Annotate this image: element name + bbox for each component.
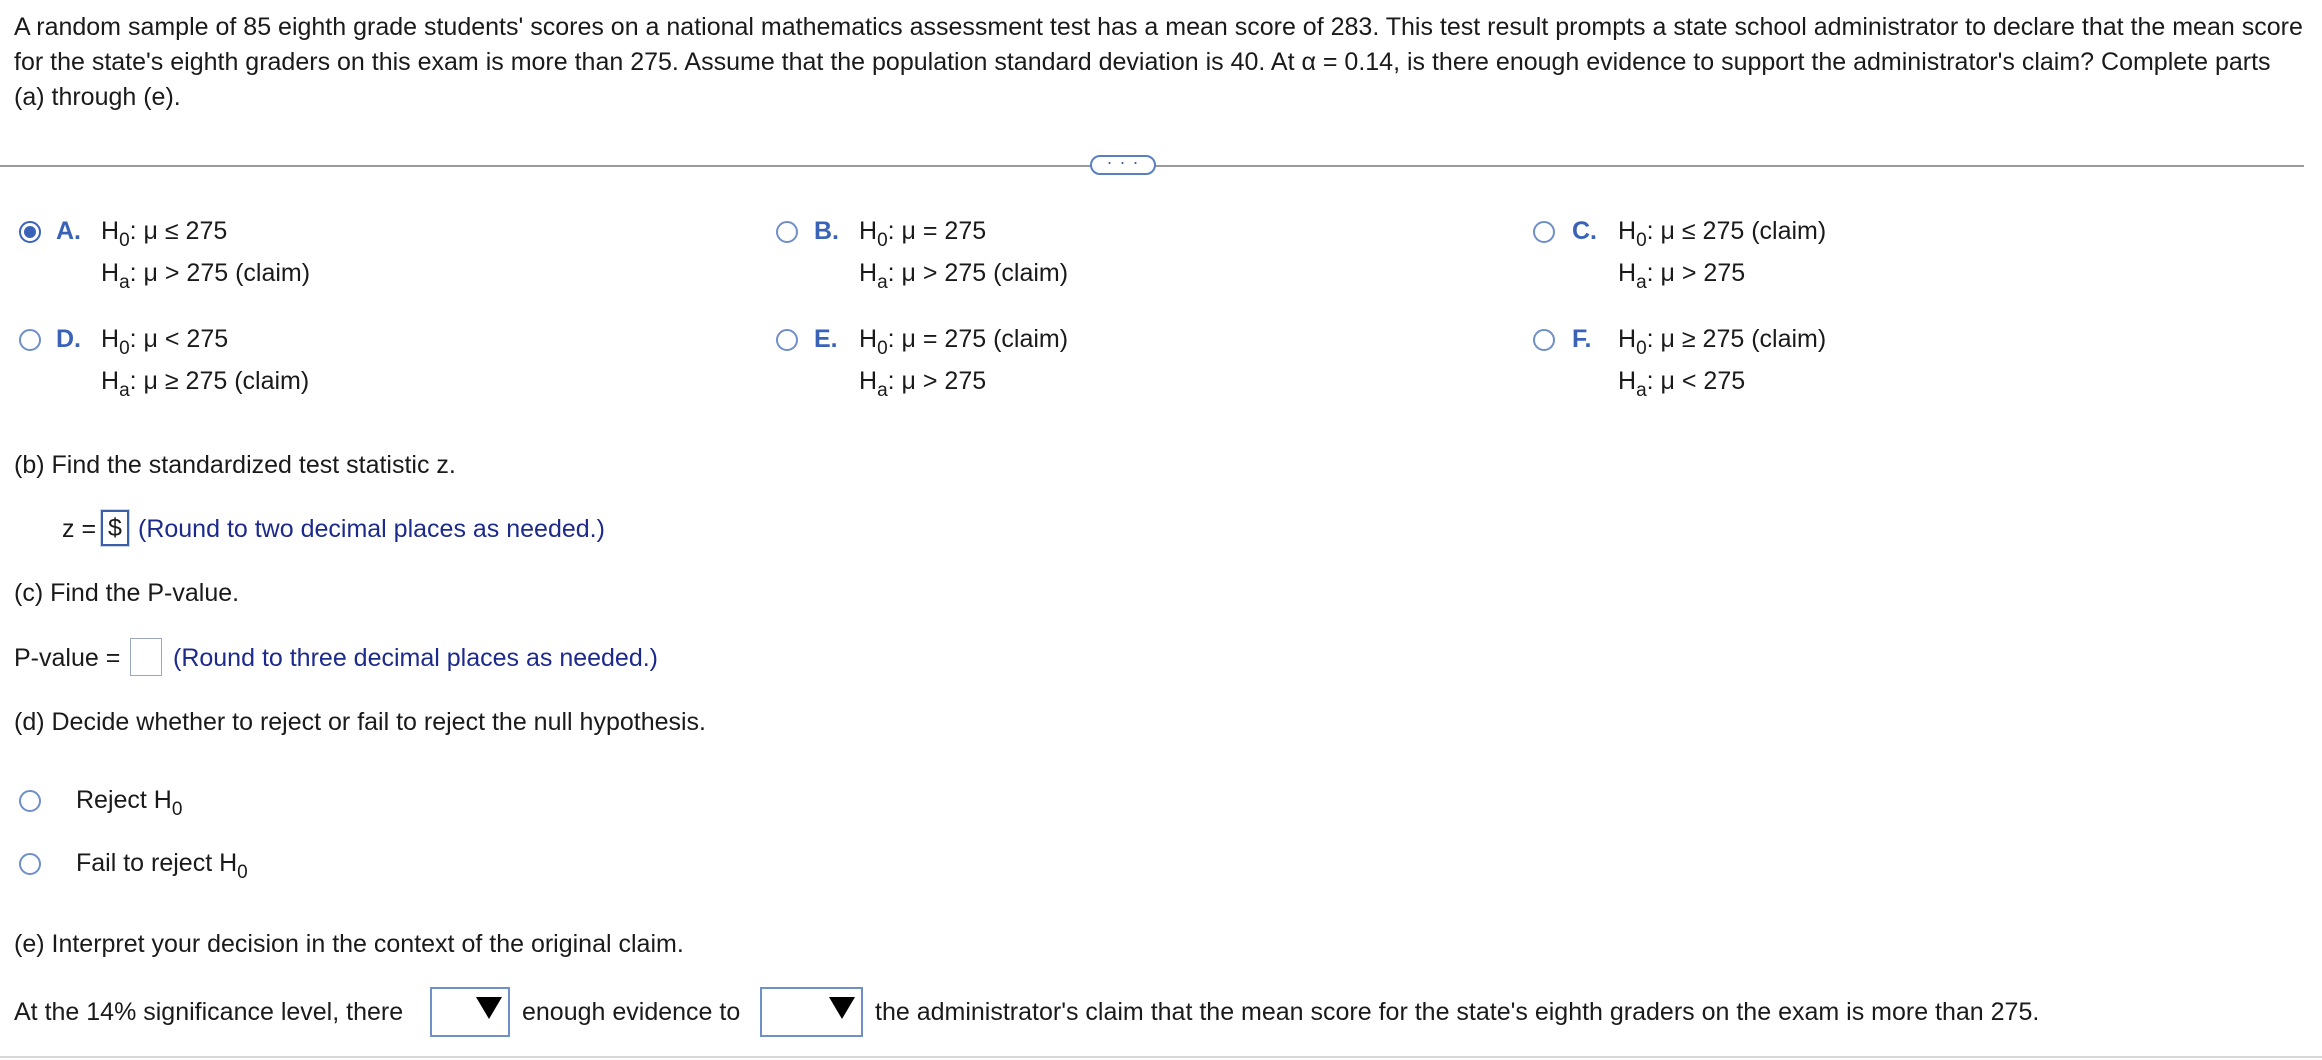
evidence-dropdown[interactable]	[430, 987, 510, 1037]
option-f-ha: $H_a$: μ < 275	[1618, 367, 1746, 401]
part-b-prompt: (b) Find the standardized test statistic z.	[14, 451, 456, 479]
dropdown-arrow-icon	[829, 997, 855, 1019]
fail-to-reject-h0-radio[interactable]	[19, 853, 41, 875]
reject-h0-label: Reject $H_0$	[76, 786, 183, 820]
reject-h0-radio[interactable]	[19, 790, 41, 812]
bottom-divider	[0, 1056, 2322, 1058]
option-d-ha: $H_a$: μ ≥ 275 (claim)	[101, 367, 310, 401]
p-value-label: P-value =	[14, 644, 121, 672]
option-c-letter: C.	[1572, 217, 1597, 245]
option-a-letter: A.	[56, 217, 81, 245]
option-f-radio[interactable]	[1533, 329, 1555, 351]
support-dropdown[interactable]	[760, 987, 863, 1037]
option-c-h0: $H_0$: μ ≤ 275 (claim)	[1618, 217, 1827, 251]
z-hint: (Round to two decimal places as needed.)	[138, 515, 605, 543]
p-value-hint: (Round to three decimal places as needed.)	[173, 644, 659, 672]
option-a-ha: $H_a$: μ > 275 (claim)	[101, 259, 311, 293]
option-b-radio[interactable]	[776, 221, 798, 243]
p-value-input[interactable]	[130, 638, 162, 676]
part-c-prompt: (c) Find the P-value.	[14, 579, 240, 607]
z-label: z =	[62, 515, 97, 543]
part-e-text-1: At the 14% significance level, there	[14, 998, 404, 1026]
option-c-radio[interactable]	[1533, 221, 1555, 243]
option-a-h0: $H_0$: μ ≤ 275	[101, 217, 228, 251]
part-e-text-3: the administrator's claim that the mean score for the state's eighth graders on the exam is more than 275.	[875, 998, 2040, 1026]
option-e-h0: $H_0$: μ = 275 (claim)	[859, 325, 1069, 359]
option-c-ha: $H_a$: μ > 275	[1618, 259, 1746, 293]
option-e-radio[interactable]	[776, 329, 798, 351]
option-d-letter: D.	[56, 325, 81, 353]
option-e-letter: E.	[814, 325, 838, 353]
option-d-h0: $H_0$: μ < 275	[101, 325, 229, 359]
option-b-h0: $H_0$: μ = 275	[859, 217, 987, 251]
question-text: A random sample of 85 eighth grade students' scores on a national mathematics assessment test has a mean score of 283. This test result prompts a state school administrator to declare that the mean score for the state's eighth graders on this exam is more than 275. Assume that the population standard deviation is 40. At α = 0.14, is there enough evidence to support the administrator's claim? Complete parts (a) through (e).	[14, 13, 2303, 111]
option-b-ha: $H_a$: μ > 275 (claim)	[859, 259, 1069, 293]
part-e-prompt: (e) Interpret your decision in the context of the original claim.	[14, 930, 684, 958]
z-input[interactable]: $	[101, 510, 129, 546]
option-f-h0: $H_0$: μ ≥ 275 (claim)	[1618, 325, 1827, 359]
more-button[interactable]: · · ·	[1090, 155, 1156, 175]
option-e-ha: $H_a$: μ > 275	[859, 367, 987, 401]
part-e-text-2: enough evidence to	[522, 998, 741, 1026]
option-d-radio[interactable]	[19, 329, 41, 351]
option-b-letter: B.	[814, 217, 839, 245]
part-d-prompt: (d) Decide whether to reject or fail to reject the null hypothesis.	[14, 708, 707, 736]
fail-to-reject-h0-label: Fail to reject $H_0$	[76, 849, 248, 883]
option-a-radio[interactable]	[19, 221, 41, 243]
option-f-letter: F.	[1572, 325, 1592, 353]
dropdown-arrow-icon	[476, 997, 502, 1019]
